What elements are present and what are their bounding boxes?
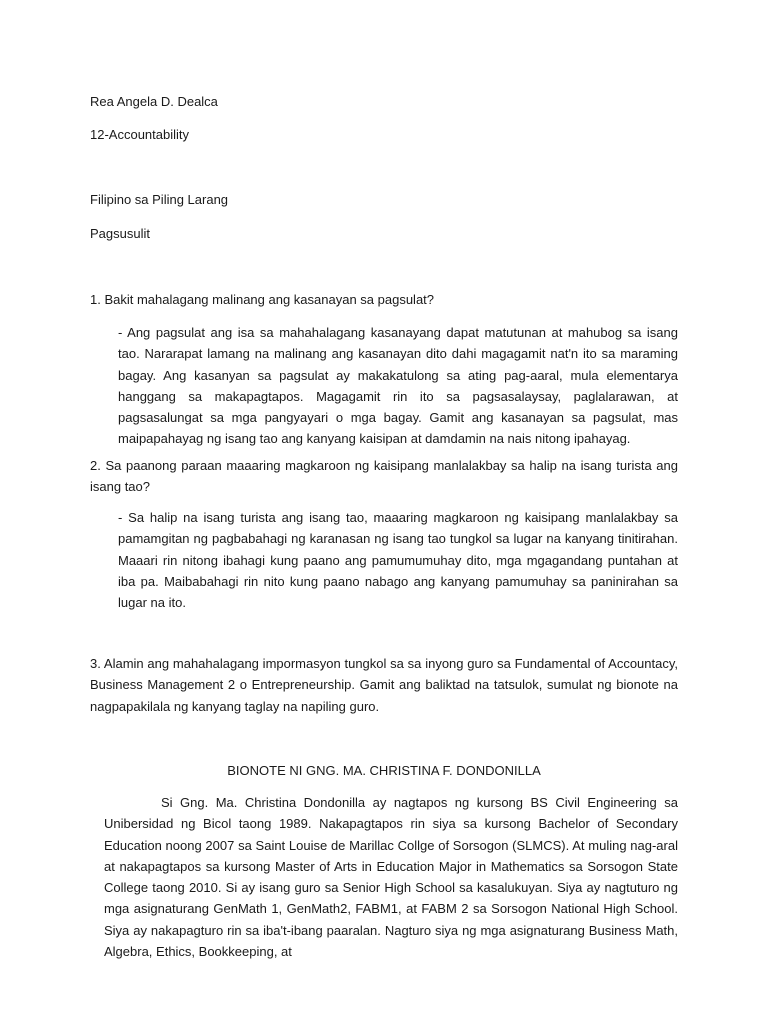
student-name: Rea Angela D. Dealca (90, 94, 218, 109)
student-section: 12-Accountability (90, 127, 189, 142)
bionote-text: Si Gng. Ma. Christina Dondonilla ay nagtapos ng kursong BS Civil Engineering sa Unibersidad ng Bicol taong 1989. Nakapagtapos rin siya sa kursong Bachelor of Secondary Education noong 2007 sa Saint Louise de Marillac Collge of Sorsogon (SLMCS). At muling nag-aral at nakapagtapos sa kursong Master of Arts in Education Major in Mathematics sa Sorsogon State College taong 2010. Si ay isang guro sa Senior High School sa kasalukuyan. Siya ay nagtuturo ng mga asignaturang GenMath 1, GenMath2, FABM1, at FABM 2 sa Sorsogon National High School. Siya ay nakapagturo rin sa iba't-ibang paaralan. Nagturo siya ng mga asignaturang Business Math, Algebra, Ethics, Bookkeeping, at (104, 795, 678, 960)
bionote-body (104, 792, 678, 962)
question-2: 2. Sa paanong paraan maaaring magkaroon ng kaisipang manlalakbay sa halip na isang turista ang isang tao? (90, 458, 678, 495)
question-3: 3. Alamin ang mahahalagang impormasyon tungkol sa sa inyong guro sa Fundamental of Accountacy, Business Management 2 o Entrepreneurship. Gamit ang baliktad na tatsulok, sumulat ng bionote na nagpapakilala ng kanyang taglay na napiling guro. (90, 656, 678, 714)
subject-title: Filipino sa Piling Larang (90, 192, 229, 207)
activity-title: Pagsusulit (90, 226, 150, 241)
answer-2: - Sa halip na isang turista ang isang tao, maaaring magkaroon ng kaisipang manlalakbay sa pamamgitan ng pagbabahagi ng karanasan ng isang tao tungkol sa lugar na kanyang tinitirahan. Maaari rin nitong ibahagi kung paano ang pamumumuhay dito, mga mgagandang puntahan at iba pa. Maibabahagi rin nito kung paano nabago ang kanyang pamumuhay sa paninirahan sa lugar na ito. (118, 510, 678, 611)
bionote-title: BIONOTE NI GNG. MA. CHRISTINA F. DONDONILLA (227, 763, 541, 778)
question-1: 1. Bakit mahalagang malinang ang kasanayan sa pagsulat? (90, 292, 435, 307)
answer-1: - Ang pagsulat ang isa sa mahahalagang kasanayang dapat matutunan at mahubog sa isang tao. Nararapat lamang na malinang ang kasanayan dito dahi magagamit nat'n ito sa maraming bagay. Ang kasanyan sa pagsulat ay makakatulong sa ating pag-aaral, mula elementarya hanggang sa makapagtapos. Magagamit rin ito sa pagsasalaysay, paglalarawan, at pagsasalungat sa mga pangyayari o mga bagay. Gamit ang kasanayan sa pagsulat, mas maipapahayag ng isang tao ang kanyang kaisipan at damdamin na nais nitong ipahayag. (118, 325, 678, 447)
